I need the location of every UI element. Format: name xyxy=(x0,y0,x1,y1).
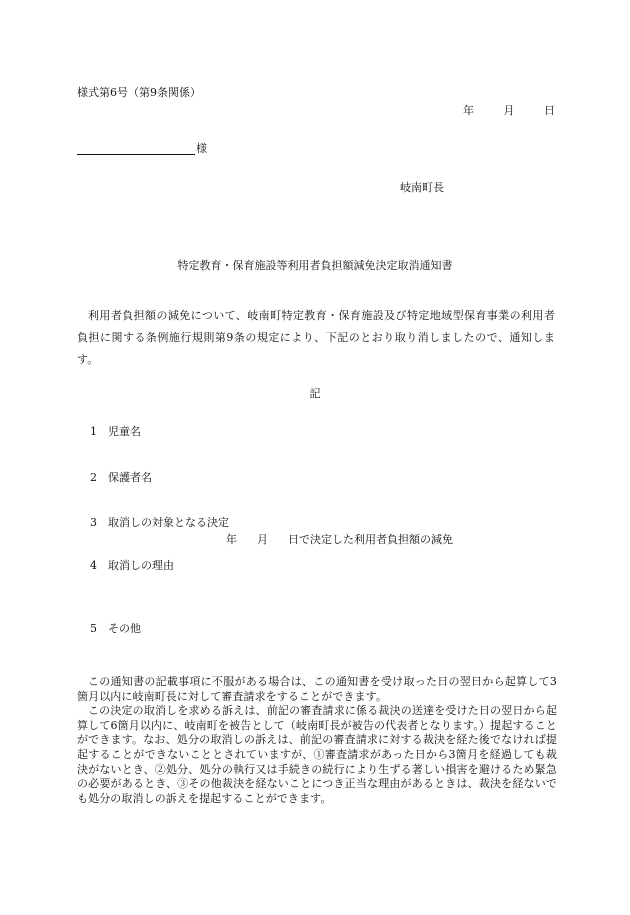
target-decision-detail xyxy=(226,533,453,546)
item-number: 1 xyxy=(90,425,97,438)
detail-text: 日で決定した利用者負担額の減免 xyxy=(288,533,453,546)
body-paragraph: 利用者負担額の減免について、岐南町特定教育・保育施設及び特定地域型保育事業の利用者負担に関する条例施行規則第9条の規定により、下記のとおり取り消しましたので、通知します。 xyxy=(77,309,555,366)
item-number: 2 xyxy=(90,471,97,484)
item-label: その他 xyxy=(108,622,141,635)
item-guardian-name xyxy=(90,471,152,484)
item-label: 児童名 xyxy=(108,425,141,438)
detail-year-label: 年 xyxy=(226,533,237,546)
issue-date xyxy=(463,104,555,117)
notice-paragraph-lawsuit: この決定の取消しを求める訴えは、前記の審査請求に係る裁決の送達を受けた日の翌日から起算して6箇月以内に、岐南町を被告として（岐南町長が被告の代表者となります。）提起することができます。なお、処分の取消しの訴えは、前記の審査請求に対する裁決を経た後でなければ提起することができないこととされていますが、①審査請求があった日から3箇月を経過しても裁決がないとき、②処分、処分の執行又は手続きの続行により生ずる著しい損害を避けるため緊急の必要があるとき、③その他裁決を経ないことにつき正当な理由があるときは、裁決を経ないでも処分の取消しの訴えを提起することができます。 xyxy=(77,704,557,805)
item-child-name xyxy=(90,425,141,438)
item-number: 4 xyxy=(90,559,97,572)
item-label: 取消しの理由 xyxy=(108,559,174,572)
item-number: 3 xyxy=(90,516,97,529)
addressee-blank-line xyxy=(77,142,195,155)
date-year-label: 年 xyxy=(463,104,474,117)
item-number: 5 xyxy=(90,622,97,635)
detail-month-label: 月 xyxy=(257,533,268,546)
date-day-label: 日 xyxy=(544,104,555,117)
addressee xyxy=(77,142,207,155)
appeal-notice xyxy=(77,675,557,806)
item-other xyxy=(90,622,141,635)
item-reason xyxy=(90,559,174,572)
date-month-label: 月 xyxy=(503,104,515,117)
issuer: 岐南町長 xyxy=(400,181,444,194)
item-label: 保護者名 xyxy=(108,471,152,484)
item-target-decision xyxy=(90,516,229,529)
ki-heading: 記 xyxy=(309,387,321,400)
item-label: 取消しの対象となる決定 xyxy=(108,516,229,529)
notice-paragraph-review-request: この通知書の記載事項に不服がある場合は、この通知書を受け取った日の翌日から起算して3箇月以内に岐南町長に対して審査請求をすることができます。 xyxy=(77,675,557,703)
document-title: 特定教育・保育施設等利用者負担額減免決定取消通知書 xyxy=(177,259,453,272)
form-number: 様式第6号（第9条関係） xyxy=(77,86,201,99)
addressee-suffix: 様 xyxy=(196,142,207,155)
